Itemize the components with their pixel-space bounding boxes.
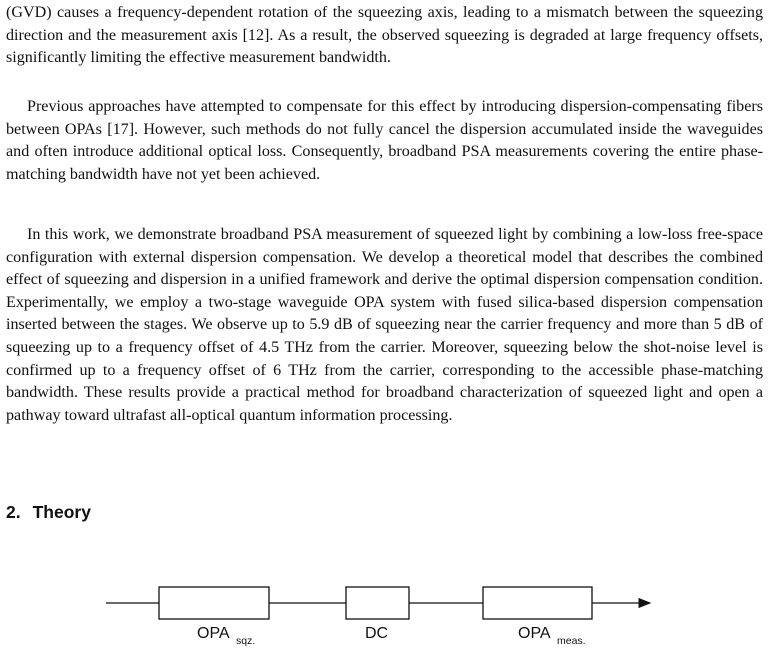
setup-diagram — [0, 570, 771, 653]
paragraph-3: In this work, we demonstrate broadband PSA measurement of squeezed light by combining a low-loss free-space configuration with external dispersion compensation. We develop a theoretical model that describes the combined effect of squeezing and dispersion in a unified framework and derive the optimal dispersion compensation condition. Experimentally, we employ a two-stage waveguide OPA system with fused silica-based dispersion compensation inserted between the stages. We observe up to 5.9 dB of squeezing near the carrier frequency and more than 5 dB of squeezing up to a frequency offset of 4.5 THz from the carrier. Moreover, squeezing below the shot-noise level is confirmed up to a frequency offset of 6 THz from the carrier, corresponding to the accessible phase-matching bandwidth. These results provide a practical method for broadband characterization of squeezed light and open a pathway toward ultrafast all-optical quantum information processing. — [6, 226, 763, 424]
opa-meas-subscript: meas. — [557, 635, 586, 647]
opa-sqz-label: OPA — [197, 625, 230, 642]
section-title: Theory — [32, 502, 91, 522]
dc-label: DC — [365, 625, 389, 642]
opa-meas-label: OPA — [518, 625, 551, 642]
opa-meas-block — [483, 587, 592, 619]
section-heading — [6, 502, 91, 523]
dc-block — [346, 587, 409, 619]
opa-sqz-block — [159, 587, 269, 619]
section-number: 2. — [6, 502, 21, 522]
paragraph-1: (GVD) causes a frequency-dependent rotation of the squeezing axis, leading to a mismatch between the squeezing direction and the measurement axis [12]. As a result, the observed squeezing is degraded at large frequency offsets, significantly limiting the effective measurement bandwidth. — [6, 4, 763, 67]
opa-sqz-subscript: sqz. — [236, 635, 256, 647]
paragraph-2: Previous approaches have attempted to compensate for this effect by introducing dispersion-compensating fibers between OPAs [17]. However, such methods do not fully cancel the dispersion accumulated inside the waveguides and often introduce additional optical loss. Consequently, broadband PSA measurements covering the entire phase-matching bandwidth have not yet been achieved. — [6, 98, 763, 183]
